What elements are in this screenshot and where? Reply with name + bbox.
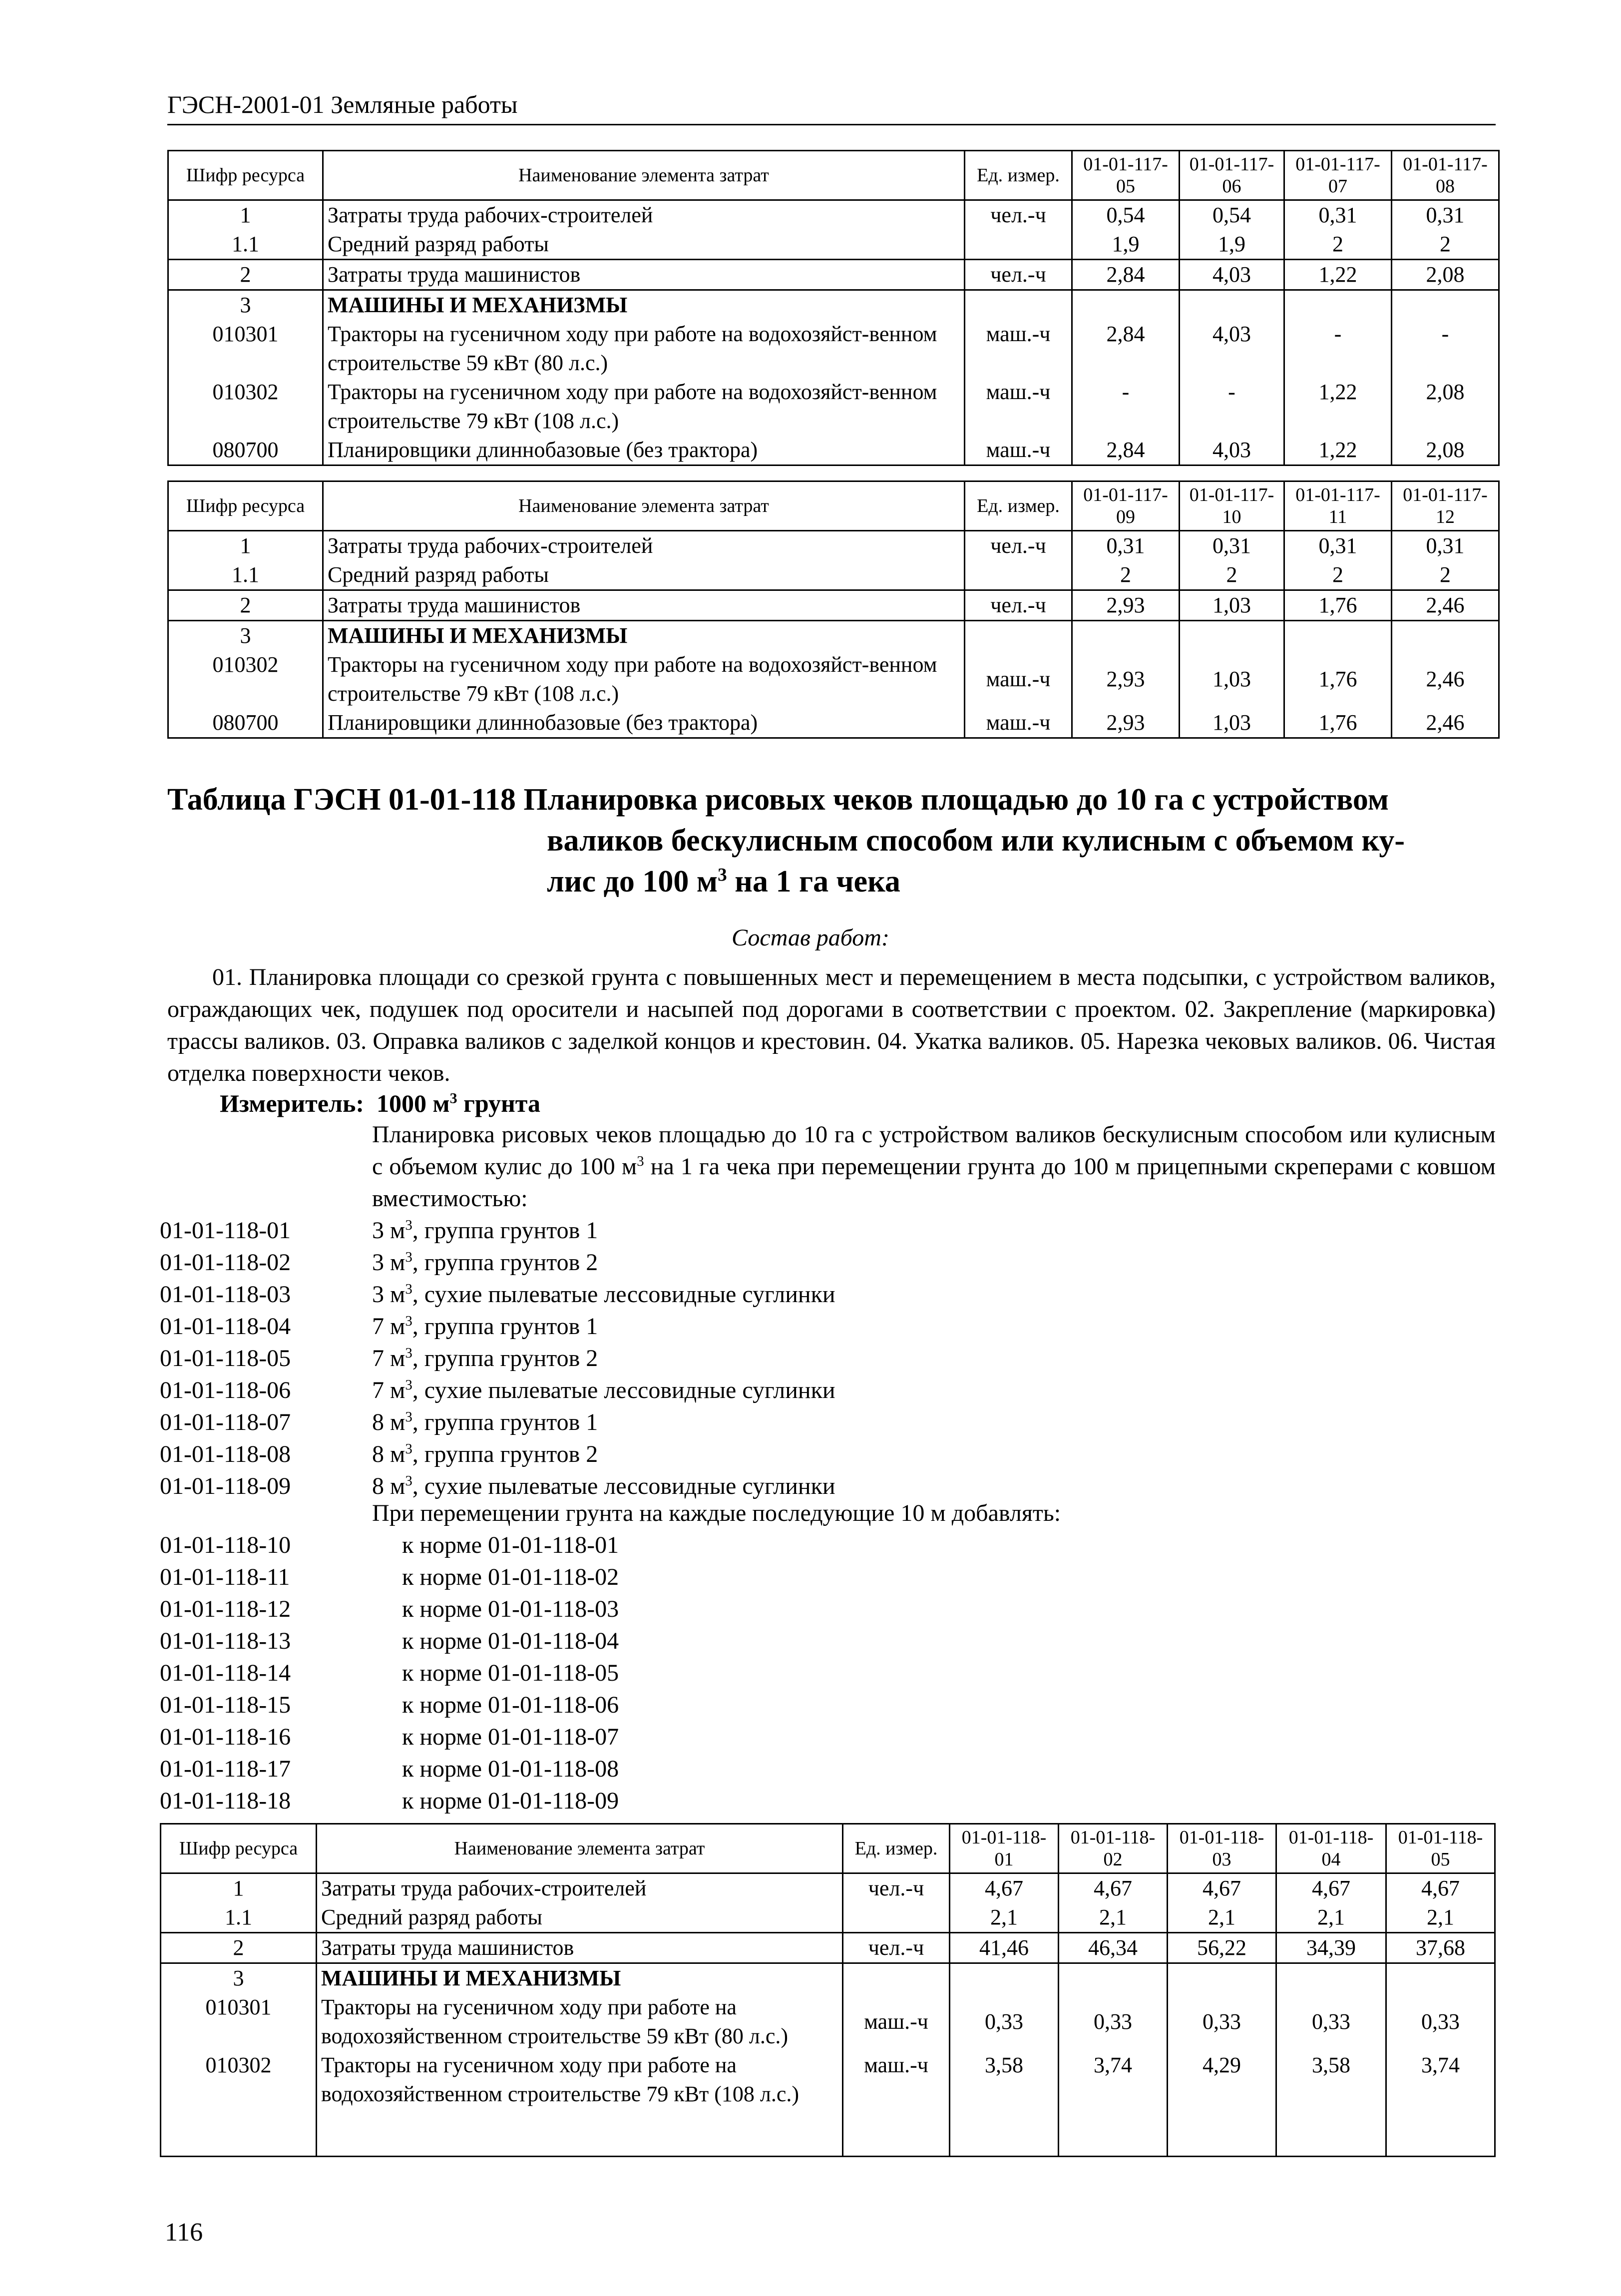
- norm-text: к норме 01-01-118-02: [402, 1564, 619, 1590]
- table-row: [168, 621, 1499, 651]
- row-value: 1,76: [1284, 590, 1392, 621]
- resource-table-117-09-12: [167, 480, 1500, 739]
- norm-code: 01-01-118-15: [160, 1692, 291, 1718]
- row-value: 2: [1284, 230, 1392, 260]
- row-value: 4,67: [1168, 1873, 1276, 1903]
- norm-code: 01-01-118-09: [160, 1473, 291, 1499]
- norm-volume: 3 м: [372, 1281, 405, 1308]
- row-name: Планировщики длиннобазовые (без трактора): [323, 708, 965, 738]
- row-name: Тракторы на гусеничном ходу при работе на водохозяйст-венном строительстве 59 кВт (80 л.с.): [323, 320, 965, 378]
- table-row: [168, 230, 1499, 260]
- norm-code: 01-01-118-13: [160, 1628, 291, 1654]
- row-value: 2,84: [1072, 320, 1180, 378]
- norm-volume: 8 м: [372, 1409, 405, 1435]
- row-value: 2: [1072, 560, 1180, 590]
- table-row: [168, 650, 1499, 708]
- norm-text: , сухие пылеватые лессовидные суглинки: [412, 1473, 835, 1499]
- superscript: 3: [405, 1217, 412, 1233]
- resource-table-117-05-08: [167, 150, 1500, 466]
- row-value: 2,08: [1392, 436, 1499, 465]
- composition-heading: Состав работ:: [732, 924, 889, 951]
- norm-label: [372, 1279, 835, 1311]
- row-value: 3,58: [950, 2051, 1059, 2157]
- header-norm-code: 01-01-118-05: [1386, 1824, 1495, 1873]
- row-value: 0,31: [1284, 531, 1392, 561]
- superscript: 3: [405, 1473, 412, 1489]
- norm-volume: 3 м: [372, 1217, 405, 1244]
- row-unit: чел.-ч: [965, 260, 1072, 290]
- resource-table-118-01-05: [160, 1823, 1496, 2157]
- superscript: 3: [405, 1281, 412, 1297]
- table-row: [168, 708, 1499, 738]
- header-norm-code: 01-01-117-12: [1392, 481, 1499, 531]
- row-value: 2: [1392, 230, 1499, 260]
- row-value: 1,03: [1180, 708, 1284, 738]
- row-name: Тракторы на гусеничном ходу при работе на водохозяйст-венном строительстве 79 кВт (108 л.с.): [323, 378, 965, 436]
- row-code: 1: [161, 1873, 317, 1903]
- meter-value: 1000 м: [377, 1089, 450, 1117]
- norm-code: 01-01-118-03: [160, 1281, 291, 1308]
- row-value: 1,76: [1284, 650, 1392, 708]
- description-text: на 1 га чека при перемещении грунта до 100 м прицепными скреперами с ковшом вместимостью:: [372, 1153, 1496, 1212]
- header-norm-code: 01-01-118-04: [1276, 1824, 1386, 1873]
- row-code: 010302: [161, 2051, 317, 2157]
- row-unit: [965, 230, 1072, 260]
- row-unit: маш.-ч: [965, 436, 1072, 465]
- norm-code: 01-01-118-18: [160, 1788, 291, 1814]
- row-value: 4,67: [1059, 1873, 1168, 1903]
- norm-code: 01-01-118-08: [160, 1441, 291, 1467]
- superscript: 3: [405, 1313, 412, 1329]
- row-value: 46,34: [1059, 1933, 1168, 1963]
- header-norm-code: 01-01-118-03: [1168, 1824, 1276, 1873]
- row-value: 0,31: [1072, 531, 1180, 561]
- row-value: 2,1: [1276, 1903, 1386, 1933]
- row-value: 2,46: [1392, 650, 1499, 708]
- list-item: [160, 1657, 619, 1689]
- row-value: 0,54: [1072, 200, 1180, 230]
- superscript: 3: [405, 1249, 412, 1265]
- row-code: 010301: [168, 320, 323, 378]
- norm-text: к норме 01-01-118-01: [402, 1532, 619, 1558]
- norm-text: к норме 01-01-118-04: [402, 1628, 619, 1654]
- row-value: 2: [1392, 560, 1499, 590]
- row-unit: маш.-ч: [965, 378, 1072, 436]
- row-code: 010302: [168, 378, 323, 436]
- row-unit: маш.-ч: [843, 2051, 950, 2157]
- table-row: [161, 1993, 1495, 2051]
- row-value: 56,22: [1168, 1933, 1276, 1963]
- table-row: [161, 1933, 1495, 1963]
- row-value: 3,74: [1059, 2051, 1168, 2157]
- norm-label: [372, 1375, 835, 1406]
- norm-code: 01-01-118-05: [160, 1345, 291, 1372]
- list-item: [160, 1625, 619, 1657]
- row-name: Средний разряд работы: [323, 230, 965, 260]
- description-text: Планировка рисовых чеков площадью до 10 га с устройством валиков бескулисным способом или кулисным с объемом кулис до 100 м: [372, 1121, 1496, 1180]
- row-value: 2,46: [1392, 708, 1499, 738]
- row-name: Тракторы на гусеничном ходу при работе на водохозяйст-венном строительстве 79 кВт (108 л.с.): [323, 650, 965, 708]
- list-item: [160, 1721, 619, 1753]
- section-title: МАШИНЫ И МЕХАНИЗМЫ: [317, 1963, 843, 1993]
- row-value: 0,31: [1284, 200, 1392, 230]
- norm-code: 01-01-118-10: [160, 1532, 291, 1558]
- header-norm-code: 01-01-117-07: [1284, 151, 1392, 200]
- row-value: 1,9: [1180, 230, 1284, 260]
- row-value: 2,1: [1386, 1903, 1495, 1933]
- row-name: Затраты труда машинистов: [317, 1933, 843, 1963]
- table-row: [168, 378, 1499, 436]
- row-value: 2: [1284, 560, 1392, 590]
- superscript: 3: [637, 1153, 644, 1169]
- norm-text: к норме 01-01-118-09: [402, 1788, 619, 1814]
- norm-text: , группа грунтов 1: [412, 1217, 598, 1244]
- row-unit: чел.-ч: [965, 531, 1072, 561]
- list-item: [160, 1529, 619, 1561]
- superscript: 3: [718, 865, 727, 886]
- row-value: 3,58: [1276, 2051, 1386, 2157]
- header-name: Наименование элемента затрат: [323, 151, 965, 200]
- row-value: 1,03: [1180, 650, 1284, 708]
- row-value: 1,03: [1180, 590, 1284, 621]
- row-code: 2: [161, 1933, 317, 1963]
- row-unit: [965, 560, 1072, 590]
- norm-code: 01-01-118-12: [160, 1596, 291, 1622]
- norm-code: 01-01-118-06: [160, 1377, 291, 1403]
- header-unit: Ед. измер.: [965, 481, 1072, 531]
- norm-volume: 8 м: [372, 1473, 405, 1499]
- list-item: [160, 1247, 835, 1279]
- norm-text: , группа грунтов 2: [412, 1249, 598, 1276]
- norm-label: [372, 1343, 598, 1375]
- list-item: [160, 1215, 835, 1247]
- list-item: [160, 1279, 835, 1311]
- row-value: 37,68: [1386, 1933, 1495, 1963]
- row-unit: маш.-ч: [965, 708, 1072, 738]
- list-item: [160, 1438, 835, 1470]
- row-value: 0,33: [950, 1993, 1059, 2051]
- row-value: 2,1: [1059, 1903, 1168, 1933]
- superscript: 3: [405, 1409, 412, 1425]
- norm-text: , группа грунтов 1: [412, 1313, 598, 1340]
- row-value: 0,31: [1392, 200, 1499, 230]
- norm-label: [372, 1215, 598, 1247]
- row-name: Тракторы на гусеничном ходу при работе на водохозяйственном строительстве 79 кВт (108 л.с.): [317, 2051, 843, 2157]
- row-value: 0,33: [1386, 1993, 1495, 2051]
- row-value: 41,46: [950, 1933, 1059, 1963]
- row-value: 1,9: [1072, 230, 1180, 260]
- row-value: -: [1284, 320, 1392, 378]
- norm-code: 01-01-118-14: [160, 1660, 291, 1686]
- header-norm-code: 01-01-118-01: [950, 1824, 1059, 1873]
- title-line: валиков бескулисным способом или кулисным с объемом ку-: [547, 824, 1405, 858]
- row-value: 0,54: [1180, 200, 1284, 230]
- row-value: 2,1: [1168, 1903, 1276, 1933]
- composition-text: 01. Планировка площади со срезкой грунта с повышенных мест и перемещением в места подсыпки, с устройством валиков, ограждающих чек, подушек под оросители и насыпей под дорогами в соответствии с проектом. 02. Закрепление (маркировка) трассы валиков. 03. Оправка валиков с заделкой концов и крестовин. 04. Укатка валиков. 05. Нарезка чековых валиков. 06. Чистая отделка поверхности чеков.: [167, 964, 1496, 1086]
- norm-label: [372, 1311, 598, 1343]
- row-value: 1,22: [1284, 436, 1392, 465]
- header-norm-code: 01-01-117-06: [1180, 151, 1284, 200]
- table-row: [168, 531, 1499, 561]
- row-value: 0,33: [1276, 1993, 1386, 2051]
- table-row: [168, 560, 1499, 590]
- superscript: 3: [405, 1377, 412, 1393]
- meter-label: Измеритель:: [220, 1089, 365, 1117]
- header-norm-code: 01-01-117-05: [1072, 151, 1180, 200]
- norm-text: , группа грунтов 2: [412, 1441, 598, 1467]
- addition-code-list: [160, 1529, 619, 1817]
- norm-text: , сухие пылеватые лессовидные суглинки: [412, 1281, 835, 1308]
- row-name: Затраты труда рабочих-строителей: [323, 200, 965, 230]
- norm-volume: 7 м: [372, 1313, 405, 1340]
- row-value: 0,33: [1168, 1993, 1276, 2051]
- row-value: 4,03: [1180, 320, 1284, 378]
- row-unit: маш.-ч: [965, 650, 1072, 708]
- row-code: 3: [161, 1963, 317, 1993]
- table-row: [168, 590, 1499, 621]
- table-row: [168, 260, 1499, 290]
- norm-code: 01-01-118-02: [160, 1249, 291, 1276]
- header-norm-code: 01-01-117-10: [1180, 481, 1284, 531]
- row-value: -: [1072, 378, 1180, 436]
- row-code: 1.1: [168, 230, 323, 260]
- norm-volume: 7 м: [372, 1377, 405, 1403]
- row-code: 1.1: [168, 560, 323, 590]
- row-value: 1,76: [1284, 708, 1392, 738]
- header-norm-code: 01-01-117-09: [1072, 481, 1180, 531]
- superscript: 3: [449, 1090, 457, 1107]
- list-item: [160, 1753, 619, 1785]
- row-name: Средний разряд работы: [317, 1903, 843, 1933]
- row-unit: маш.-ч: [965, 320, 1072, 378]
- norm-text: к норме 01-01-118-05: [402, 1660, 619, 1686]
- norm-volume: 8 м: [372, 1441, 405, 1467]
- row-value: 4,67: [950, 1873, 1059, 1903]
- norm-code: 01-01-118-04: [160, 1313, 291, 1340]
- row-value: 4,29: [1168, 2051, 1276, 2157]
- row-code: 2: [168, 260, 323, 290]
- header-code: Шифр ресурса: [168, 481, 323, 531]
- list-item: [160, 1375, 835, 1406]
- norm-description: [372, 1119, 1496, 1215]
- title-line: Таблица ГЭСН 01-01-118 Планировка рисовых чеков площадью до 10 га с устройством: [167, 783, 1389, 817]
- row-value: 2: [1180, 560, 1284, 590]
- row-value: 2,08: [1392, 378, 1499, 436]
- row-name: Средний разряд работы: [323, 560, 965, 590]
- row-code: 1: [168, 531, 323, 561]
- row-code: 3: [168, 290, 323, 320]
- list-item: [160, 1406, 835, 1438]
- norm-text: к норме 01-01-118-03: [402, 1596, 619, 1622]
- addition-note: При перемещении грунта на каждые последующие 10 м добавлять:: [372, 1500, 1061, 1526]
- norm-code-list: [160, 1215, 835, 1502]
- header-code: Шифр ресурса: [168, 151, 323, 200]
- list-item: [160, 1593, 619, 1625]
- row-code: 080700: [168, 436, 323, 465]
- section-title: МАШИНЫ И МЕХАНИЗМЫ: [323, 621, 965, 651]
- table-row: [161, 1873, 1495, 1903]
- row-value: 4,67: [1386, 1873, 1495, 1903]
- row-unit: чел.-ч: [843, 1873, 950, 1903]
- title-text: лис до 100 м: [547, 865, 718, 899]
- table-row: [168, 200, 1499, 230]
- row-code: 3: [168, 621, 323, 651]
- norm-text: к норме 01-01-118-08: [402, 1756, 619, 1782]
- table-row: [161, 2051, 1495, 2157]
- norm-code: 01-01-118-17: [160, 1756, 291, 1782]
- table-row: [161, 1963, 1495, 1993]
- table-row: [161, 1903, 1495, 1933]
- table-row: [168, 320, 1499, 378]
- norm-code: 01-01-118-11: [160, 1564, 290, 1590]
- row-value: 1,22: [1284, 260, 1392, 290]
- row-value: 2,1: [950, 1903, 1059, 1933]
- row-value: 0,31: [1392, 531, 1499, 561]
- row-code: 2: [168, 590, 323, 621]
- header-unit: Ед. измер.: [843, 1824, 950, 1873]
- norm-volume: 3 м: [372, 1249, 405, 1276]
- norm-code: 01-01-118-16: [160, 1724, 291, 1750]
- row-unit: чел.-ч: [965, 200, 1072, 230]
- list-item: [160, 1311, 835, 1343]
- row-unit: [843, 1903, 950, 1933]
- header-code: Шифр ресурса: [161, 1824, 317, 1873]
- row-code: 1.1: [161, 1903, 317, 1933]
- row-code: 080700: [168, 708, 323, 738]
- meter-unit: грунта: [457, 1089, 540, 1117]
- norm-label: [372, 1247, 598, 1279]
- row-value: 2,93: [1072, 650, 1180, 708]
- row-value: 4,03: [1180, 260, 1284, 290]
- header-norm-code: 01-01-117-08: [1392, 151, 1499, 200]
- table-row: [168, 290, 1499, 320]
- row-code: 1: [168, 200, 323, 230]
- table-row: [168, 436, 1499, 465]
- norm-label: [372, 1438, 598, 1470]
- list-item: [160, 1689, 619, 1721]
- header-name: Наименование элемента затрат: [323, 481, 965, 531]
- row-value: 4,03: [1180, 436, 1284, 465]
- row-value: 3,74: [1386, 2051, 1495, 2157]
- norm-text: к норме 01-01-118-06: [402, 1692, 619, 1718]
- title-text: на 1 га чека: [727, 865, 900, 899]
- row-value: 34,39: [1276, 1933, 1386, 1963]
- list-item: [160, 1785, 619, 1817]
- row-value: 0,33: [1059, 1993, 1168, 2051]
- row-value: 2,93: [1072, 708, 1180, 738]
- norm-text: , группа грунтов 2: [412, 1345, 598, 1372]
- row-value: 2,46: [1392, 590, 1499, 621]
- norm-text: , группа грунтов 1: [412, 1409, 598, 1435]
- row-name: Затраты труда рабочих-строителей: [323, 531, 965, 561]
- row-value: 4,67: [1276, 1873, 1386, 1903]
- row-name: Планировщики длиннобазовые (без трактора): [323, 436, 965, 465]
- row-unit: чел.-ч: [843, 1933, 950, 1963]
- row-name: Затраты труда машинистов: [323, 590, 965, 621]
- row-value: 0,31: [1180, 531, 1284, 561]
- section-title: МАШИНЫ И МЕХАНИЗМЫ: [323, 290, 965, 320]
- row-value: 2,93: [1072, 590, 1180, 621]
- row-name: Затраты труда машинистов: [323, 260, 965, 290]
- norm-volume: 7 м: [372, 1345, 405, 1372]
- header-norm-code: 01-01-117-11: [1284, 481, 1392, 531]
- row-unit: маш.-ч: [843, 1993, 950, 2051]
- row-value: 2,84: [1072, 260, 1180, 290]
- norm-text: к норме 01-01-118-07: [402, 1724, 619, 1750]
- row-value: -: [1392, 320, 1499, 378]
- norm-label: [372, 1406, 598, 1438]
- table-title: [167, 779, 1486, 902]
- row-code: 010301: [161, 1993, 317, 2051]
- row-value: 2,84: [1072, 436, 1180, 465]
- row-name: Тракторы на гусеничном ходу при работе на водохозяйственном строительстве 59 кВт (80 л.с.): [317, 1993, 843, 2051]
- header-unit: Ед. измер.: [965, 151, 1072, 200]
- norm-code: 01-01-118-07: [160, 1409, 291, 1435]
- header-name: Наименование элемента затрат: [317, 1824, 843, 1873]
- list-item: [160, 1561, 619, 1593]
- superscript: 3: [405, 1441, 412, 1457]
- title-line: [167, 861, 1486, 902]
- norm-code: 01-01-118-01: [160, 1217, 291, 1244]
- list-item: [160, 1343, 835, 1375]
- header-norm-code: 01-01-118-02: [1059, 1824, 1168, 1873]
- row-code: 010302: [168, 650, 323, 708]
- row-unit: чел.-ч: [965, 590, 1072, 621]
- row-value: 1,22: [1284, 378, 1392, 436]
- row-value: -: [1180, 378, 1284, 436]
- norm-text: , сухие пылеватые лессовидные суглинки: [412, 1377, 835, 1403]
- row-value: 2,08: [1392, 260, 1499, 290]
- row-name: Затраты труда рабочих-строителей: [317, 1873, 843, 1903]
- running-header: ГЭСН-2001-01 Земляные работы: [167, 90, 1496, 125]
- meter-line: [220, 1089, 540, 1118]
- superscript: 3: [405, 1345, 412, 1361]
- page-number: 116: [165, 2218, 203, 2247]
